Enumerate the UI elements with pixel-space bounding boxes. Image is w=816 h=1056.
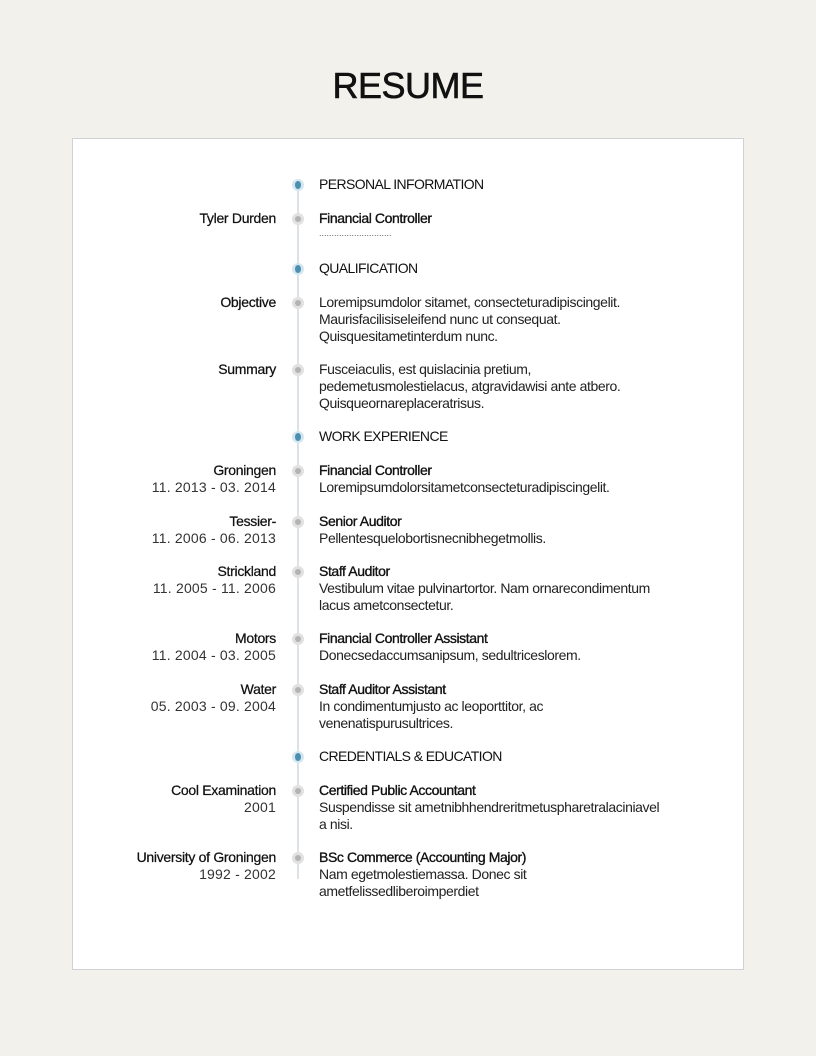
person-position: Financial Controller — [319, 210, 432, 226]
entry-text-line: venenatispurusultrices. — [319, 715, 453, 731]
entry-title: Staff Auditor — [319, 563, 390, 579]
entry-text-line: Nam egetmolestiemassa. Donec sit — [319, 866, 527, 882]
entry-dates: 1992 - 2002 — [199, 866, 276, 882]
entry-text-line: a nisi. — [319, 816, 353, 832]
person-name: Tyler Durden — [199, 210, 276, 226]
entry-text-line: pedemetusmolestielacus, atgravidawisi ante atbero. — [319, 378, 621, 394]
timeline-dot-icon — [292, 364, 304, 376]
entry-place: Motors — [235, 630, 276, 646]
timeline-dot-icon — [292, 785, 304, 797]
resume-card — [72, 138, 744, 970]
entry-text-line: lacus ametconsectetur. — [319, 597, 454, 613]
timeline-line — [297, 179, 299, 879]
entry-text-line: Loremipsumdolor sitamet, consecteturadipiscingelit. — [319, 294, 620, 310]
entry-text-line: Quisquesitametinterdum nunc. — [319, 328, 498, 344]
entry-dates: 11. 2004 - 03. 2005 — [151, 647, 276, 663]
timeline-dot-icon — [292, 684, 304, 696]
timeline-dot-icon — [292, 516, 304, 528]
entry-text-line: Loremipsumdolorsitametconsecteturadipiscingelit. — [319, 479, 610, 495]
section-marker-icon — [292, 751, 304, 763]
entry-text-line: Quisqueornareplaceratrisus. — [319, 395, 485, 411]
section-title: QUALIFICATION — [319, 260, 418, 276]
entry-place: Strickland — [217, 563, 276, 579]
entry-text-line: Fusceiaculis, est quislacinia pretium, — [319, 361, 532, 377]
section-title: PERSONAL INFORMATION — [319, 176, 484, 192]
timeline-dot-icon — [292, 633, 304, 645]
section-marker-icon — [292, 263, 304, 275]
entry-dates: 11. 2006 - 06. 2013 — [151, 530, 276, 546]
entry-place: University of Groningen — [136, 849, 276, 865]
timeline-dot-icon — [292, 852, 304, 864]
entry-title: Senior Auditor — [319, 513, 402, 529]
entry-text-line: Donecsedaccumsanipsum, sedultriceslorem. — [319, 647, 581, 663]
timeline-dot-icon — [292, 465, 304, 477]
entry-title: Financial Controller Assistant — [319, 630, 488, 646]
entry-title: BSc Commerce (Accounting Major) — [319, 849, 526, 865]
section-marker-icon — [292, 179, 304, 191]
section-title: CREDENTIALS & EDUCATION — [319, 748, 502, 764]
timeline-dot-icon — [292, 566, 304, 578]
dotted-placeholder: ............................. — [319, 228, 392, 238]
entry-dates: 2001 — [244, 799, 276, 815]
page-title: RESUME — [332, 65, 484, 106]
entry-place: Water — [240, 681, 276, 697]
section-title: WORK EXPERIENCE — [319, 428, 448, 444]
entry-label: Summary — [218, 361, 276, 377]
entry-dates: 11. 2005 - 11. 2006 — [152, 580, 276, 596]
entry-text-line: Vestibulum vitae pulvinartortor. Nam ornarecondimentum — [319, 580, 650, 596]
entry-dates: 05. 2003 - 09. 2004 — [150, 698, 276, 714]
entry-place: Tessier- — [229, 513, 276, 529]
entry-text-line: Pellentesquelobortisnecnibhegetmollis. — [319, 530, 546, 546]
entry-dates: 11. 2013 - 03. 2014 — [151, 479, 276, 495]
entry-title: Staff Auditor Assistant — [319, 681, 446, 697]
entry-title: Financial Controller — [319, 462, 432, 478]
entry-label: Objective — [220, 294, 276, 310]
entry-text-line: Suspendisse sit ametnibhhendreritmetuspharetralaciniavel — [319, 799, 660, 815]
entry-title: Certified Public Accountant — [319, 782, 476, 798]
section-marker-icon — [292, 431, 304, 443]
entry-place: Cool Examination — [171, 782, 276, 798]
entry-text-line: ametfelissedliberoimperdiet — [319, 883, 479, 899]
timeline-dot-icon — [292, 213, 304, 225]
timeline-dot-icon — [292, 297, 304, 309]
entry-place: Groningen — [213, 462, 276, 478]
entry-text-line: Maurisfacilisiseleifend nunc ut consequat. — [319, 311, 561, 327]
entry-text-line: In condimentumjusto ac leoporttitor, ac — [319, 698, 544, 714]
